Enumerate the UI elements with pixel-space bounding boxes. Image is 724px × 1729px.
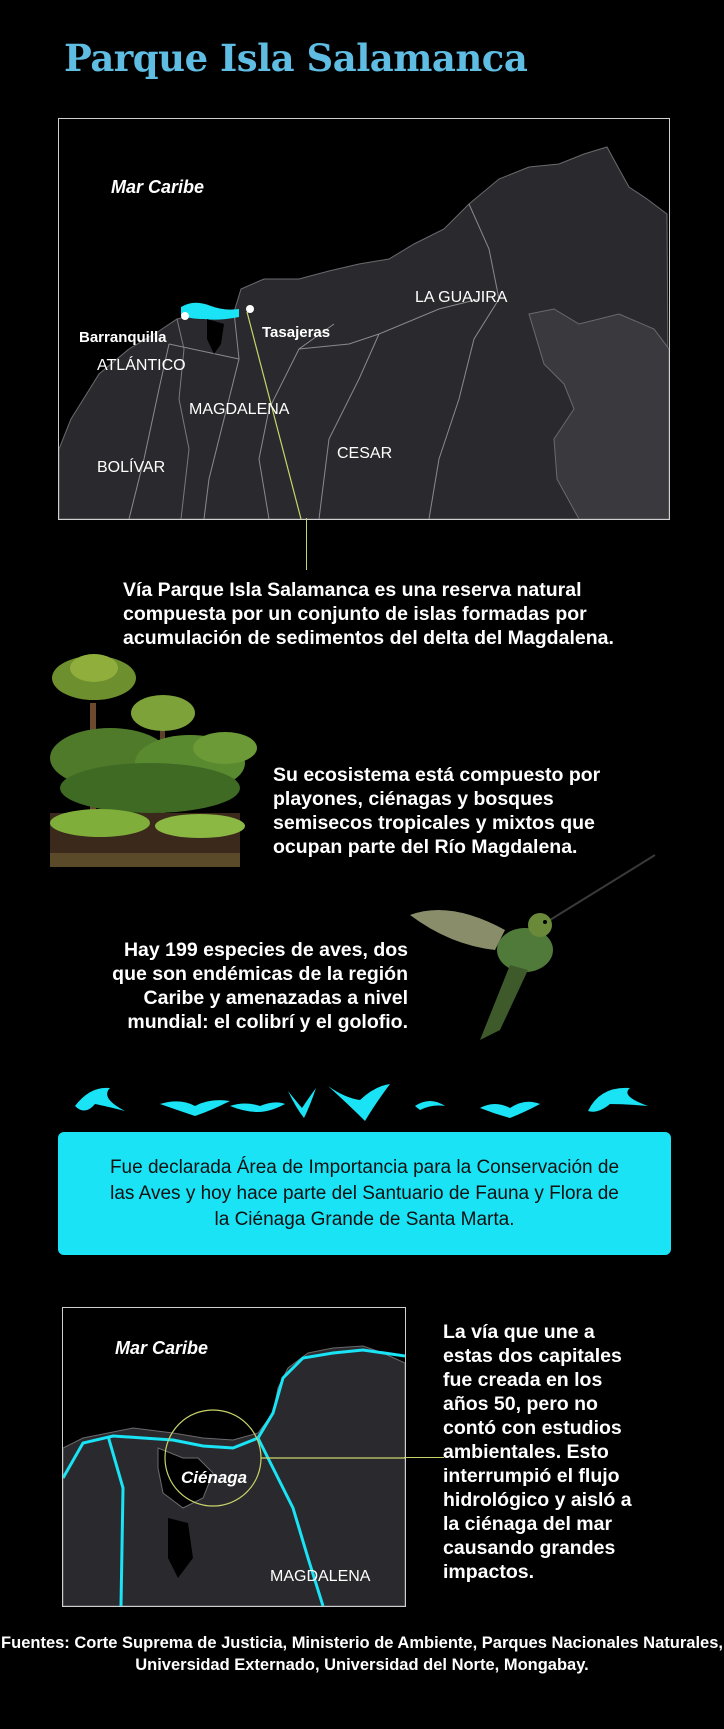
road-text: La vía que une a estas dos capitales fue creada en los años 50, pero no contó con estudios ambientales. Esto interrumpió el flujo hidrológico y aisló a la ciénaga del mar causando grandes impactos.	[443, 1321, 632, 1583]
bird-icon	[415, 1101, 445, 1110]
city-label-barranquilla: Barranquilla	[79, 329, 167, 346]
bird-icon	[480, 1102, 540, 1118]
sea-label: Mar Caribe	[115, 1338, 209, 1358]
sources-text: Fuentes: Corte Suprema de Justicia, Ministerio de Ambiente, Parques Nacionales Naturales, Universidad Externado, Universidad del Norte, Mongabay.	[1, 1634, 723, 1674]
hummingbird-illustration	[410, 850, 660, 1050]
leader-line-extension	[404, 1457, 444, 1458]
sea-label: Mar Caribe	[111, 177, 205, 197]
bird-icon	[230, 1102, 285, 1112]
place-label-cienaga: Ciénaga	[181, 1468, 248, 1487]
region-label-magdalena: MAGDALENA	[189, 401, 290, 418]
leader-line-extension	[306, 518, 307, 570]
ecosystem-text: Su ecosistema está compuesto por playones, ciénagas y bosques semisecos tropicales y mixtos que ocupan parte del Río Magdalena.	[273, 764, 601, 858]
conservation-banner	[58, 1132, 671, 1255]
bird-icon	[75, 1088, 125, 1111]
city-label-tasajeras: Tasajeras	[262, 324, 331, 341]
bird-silhouettes	[70, 1076, 670, 1126]
region-map	[58, 118, 670, 520]
region-label-la-guajira: LA GUAJIRA	[415, 289, 508, 306]
bird-icon	[288, 1088, 316, 1118]
bird-icon	[588, 1088, 648, 1112]
barranquilla-marker	[181, 312, 189, 320]
region-label-atlantico: ATLÁNTICO	[97, 357, 186, 374]
region-label-bolivar: BOLÍVAR	[97, 459, 166, 476]
cienaga-map	[62, 1307, 406, 1607]
banner-text: Fue declarada Área de Importancia para la Conservación de las Aves y hoy hace parte del Santuario de Fauna y Flora de la Ciénaga Grande de Santa Marta.	[109, 1156, 620, 1230]
page-title: Parque Isla Salamanca	[64, 36, 528, 80]
salamanca-water	[181, 303, 239, 320]
birds-text: Hay 199 especies de aves, dos que son endémicas de la región Caribe y amenazadas a nivel mundial: el colibrí y el golofio.	[112, 939, 408, 1033]
bird-icon	[160, 1100, 230, 1116]
intro-text: Vía Parque Isla Salamanca es una reserva natural compuesta por un conjunto de islas formadas por acumulación de sedimentos del delta del Magdalena.	[123, 579, 614, 649]
bird-icon	[328, 1084, 390, 1121]
region-label-cesar: CESAR	[337, 445, 393, 462]
tasajeras-marker	[246, 305, 254, 313]
region-label-magdalena: MAGDALENA	[270, 1568, 371, 1585]
forest-illustration	[50, 648, 260, 876]
